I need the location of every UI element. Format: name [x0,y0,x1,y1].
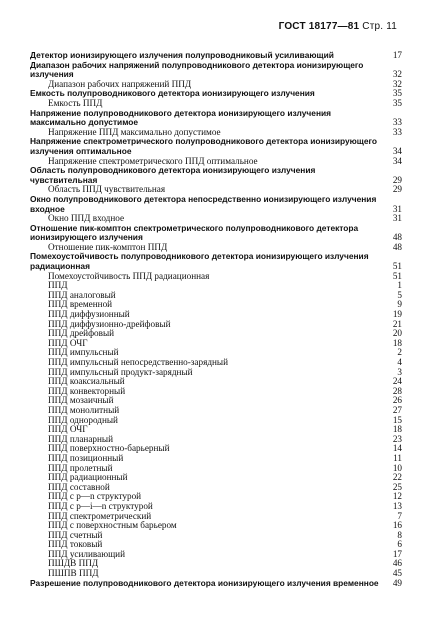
entry-text: ППД диффузионный [48,309,130,320]
entry-number: 29 [392,184,402,195]
entry-number: 32 [392,78,402,89]
entry-text: ППД счетный [48,529,103,540]
entry-text: ППД с поверхностным барьером [48,520,177,531]
entry-text: ППД составной [48,481,110,492]
entry-text: ППД временной [48,299,113,310]
entry-text: Напряжение спектрометрического полупроводникового детектора ионизирующего излучения оптимальное [30,136,378,156]
entry-text: ППД импульсный [48,347,119,358]
entry-text: ППД с p—n структурой [48,491,142,502]
entry-text: ППД аналоговый [48,289,116,300]
entry-number: 15 [392,414,402,425]
index-term-entry [30,166,402,185]
entry-number: 3 [397,366,402,377]
entry-text: ППД диффузионно-дрейфовый [48,318,171,329]
entry-number: 35 [392,97,402,108]
index-term-entry [30,252,402,271]
entry-text: ППД ОЧГ [48,424,88,435]
entry-text: Отношение пик-комптон ППД [48,241,168,252]
entry-number: 25 [392,481,402,492]
standard-number: ГОСТ 18177—81 [278,21,360,32]
entry-text: ППД дрейфовый [48,328,115,339]
entry-text: ППД мозаичный [48,395,114,406]
entry-text: ППД планарный [48,433,114,444]
entry-number: 18 [392,337,402,348]
entry-text: ППД ОЧГ [48,337,88,348]
entry-number: 48 [392,241,402,252]
entry-number: 17 [392,548,402,559]
entry-number: 49 [392,577,402,588]
entry-number: 6 [397,539,402,550]
entry-number: 21 [392,318,402,329]
entry-text: Напряжение спектрометрического ППД оптимальное [48,155,258,166]
entry-text: ППД [48,280,68,291]
entry-text: ППД усиливающий [48,548,125,559]
entry-number: 22 [392,472,402,483]
entry-number: 7 [397,510,402,521]
entry-number: 46 [392,558,402,569]
entry-text: ППД поверхностно-барьерный [48,443,170,454]
entry-text: ПШДВ ППД [48,558,99,569]
entry-number: 11 [393,452,402,463]
entry-text: Емкость полупроводникового детектора ионизирующего излучения [30,88,315,99]
entry-number: 5 [397,289,402,300]
entry-text: ППД коаксиальный [48,376,125,387]
page-number: Стр. 11 [362,21,397,32]
term-index-list [30,51,402,588]
entry-text: ППД радиационный [48,472,128,483]
entry-text: ППД пролетный [48,462,113,473]
entry-number: 23 [392,433,402,444]
entry-text: ППД токовый [48,539,103,550]
entry-number: 20 [392,328,402,339]
entry-number: 28 [392,385,402,396]
entry-text: Напряжение полупроводникового детектора ионизирующего излучения максимально допустимое [30,107,332,128]
entry-text: ППД импульсный продукт-зарядный [48,366,193,377]
entry-text: Детектор ионизирующего излучения полупроводниковый усиливающий [30,50,334,60]
entry-number: 31 [392,203,402,214]
entry-text: Диапазон рабочих напряжений ППД [48,78,192,89]
entry-text: ППД импульсный непосредственно-зарядный [48,357,229,367]
entry-number: 10 [392,462,402,473]
entry-number: 27 [392,404,402,415]
entry-text: ППД спектрометрический [48,510,152,521]
entry-text: Диапазон рабочих напряжений полупроводникового детектора ионизирующего излучения [30,59,364,80]
entry-number: 2 [397,347,402,358]
entry-number: 33 [392,117,402,128]
entry-number: 26 [392,395,402,406]
entry-number: 4 [397,357,402,367]
entry-text: Помехоустойчивость ППД радиационная [48,270,210,281]
entry-text: ППД монолитный [48,404,120,415]
entry-text: ППД однородный [48,414,118,425]
index-term-entry [30,137,402,156]
entry-number: 12 [392,491,402,502]
entry-number: 8 [397,529,402,540]
entry-number: 31 [392,213,402,224]
entry-number: 33 [392,126,402,137]
entry-text: ППД с p—i—n структурой [48,500,153,511]
index-term-entry [30,61,402,80]
entry-number: 24 [392,376,402,387]
entry-number: 14 [392,443,402,454]
entry-text: Область полупроводникового детектора ионизирующего излучения чувствительная [30,165,316,185]
entry-text: ПШПВ ППД [48,568,99,579]
entry-text: Помехоустойчивость полупроводникового детектора ионизирующего излучения радиационная [30,251,369,272]
entry-number: 32 [392,69,402,80]
entry-text: Напряжение ППД максимально допустимое [48,126,221,137]
entry-number: 29 [392,174,402,185]
index-term-entry [30,579,402,589]
entry-text: Разрешение полупроводникового детектора ионизирующего излучения временное [30,577,379,588]
entry-number: 34 [392,145,402,156]
entry-number: 45 [392,568,402,579]
entry-text: Емкость ППД [48,97,103,108]
entry-number: 19 [392,309,402,320]
entry-number: 13 [392,500,402,511]
entry-number: 17 [392,50,402,60]
entry-number: 51 [392,270,402,281]
entry-number: 1 [397,280,402,291]
entry-number: 16 [392,520,402,531]
entry-text: ППД позиционный [48,452,124,463]
entry-number: 34 [392,155,402,166]
entry-text: Область ППД чувствительная [48,184,166,195]
entry-number: 9 [397,299,402,310]
entry-number: 18 [392,424,402,435]
page-header [279,21,397,32]
entry-text: Окно полупроводникового детектора непосредственно ионизирующего излучения входное [30,193,377,214]
entry-number: 48 [392,232,402,243]
entry-text: Окно ППД входное [48,213,125,224]
entry-number: 51 [392,261,402,272]
entry-number: 35 [392,88,402,99]
index-term-entry [30,195,402,214]
index-term-entry [30,109,402,128]
entry-text: ППД конвекторный [48,385,126,396]
entry-text: Отношение пик-комптон спектрометрического полупроводникового детектора ионизирующего излучения [30,222,359,243]
index-subentry [30,272,402,282]
index-term-entry [30,224,402,243]
